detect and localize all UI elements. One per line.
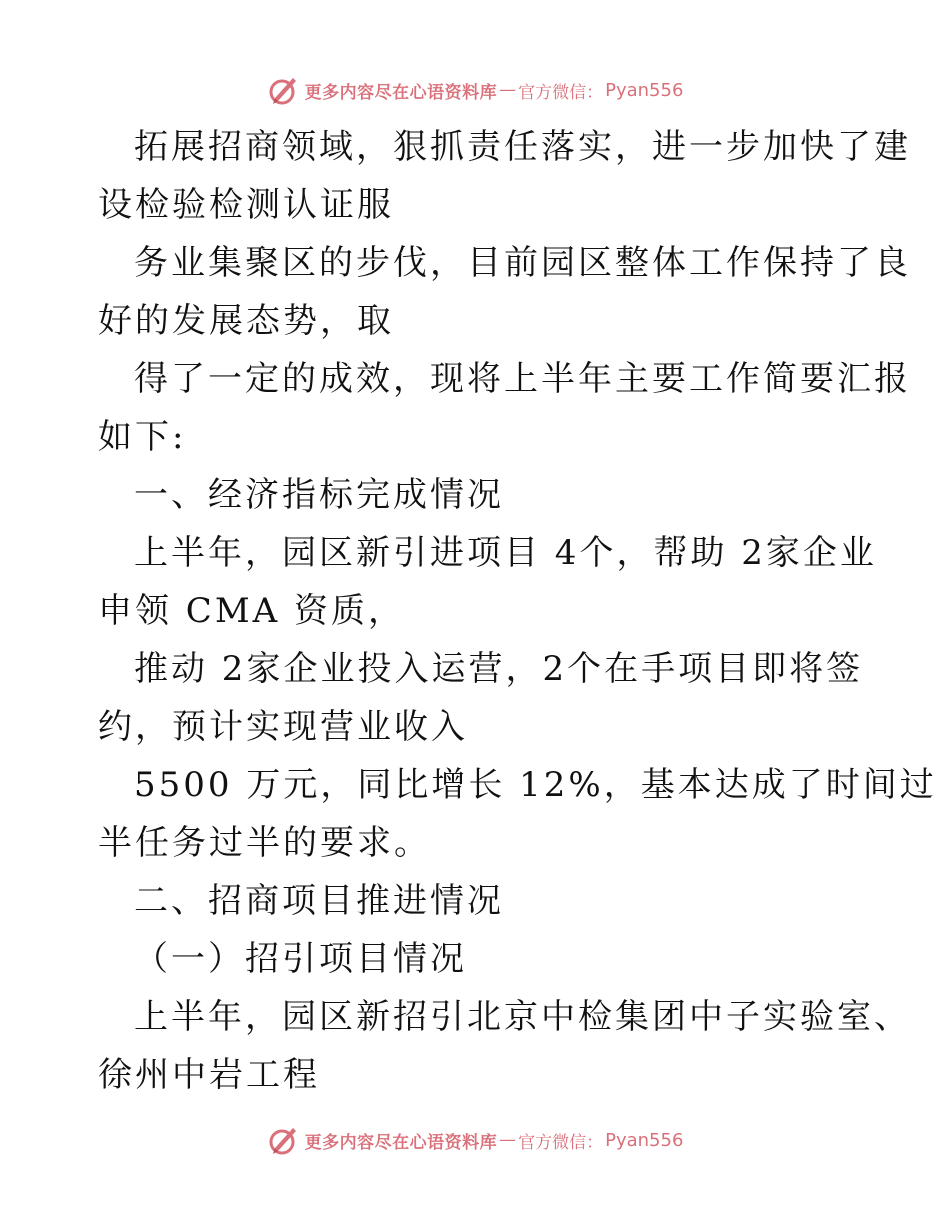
document-body [98, 118, 937, 1104]
body-line: 约，预计实现营业收入 [98, 707, 468, 747]
body-line: 上半年，园区新招引北京中检集团中子实验室、 [134, 997, 911, 1037]
body-line: 上半年，园区新引进项目 4个，帮助 2家企业 [134, 533, 877, 573]
body-line: 务业集聚区的步伐，目前园区整体工作保持了良 [134, 243, 911, 283]
header-dash: — [499, 80, 517, 100]
body-line: 申领 CMA 资质， [98, 591, 405, 631]
body-line: 徐州中岩工程 [98, 1055, 320, 1095]
subsection-heading: （一）招引项目情况 [134, 939, 467, 979]
body-line: 好的发展态势，取 [98, 301, 394, 341]
footer-sub-text: 官方微信： [518, 1132, 604, 1153]
header-sub-text: 官方微信： [518, 82, 604, 103]
pen-logo-icon [267, 1123, 301, 1157]
body-line: 5500 万元，同比增长 12%，基本达成了时间过 [134, 765, 937, 805]
footer-wechat-id: Pyan556 [605, 1129, 684, 1151]
body-line: 得了一定的成效，现将上半年主要工作简要汇报 [134, 359, 911, 399]
body-line: 如下: [98, 417, 187, 457]
header-wechat-id: Pyan556 [605, 79, 684, 101]
body-line: 设检验检测认证服 [98, 185, 394, 225]
footer-dash: — [499, 1130, 517, 1150]
section-heading: 一、经济指标完成情况 [134, 475, 504, 515]
body-line: 推动 2家企业投入运营，2个在手项目即将签 [134, 649, 864, 689]
header-main-text: 更多内容尽在心语资料库 [304, 82, 498, 103]
body-line: 拓展招商领域，狠抓责任落实，进一步加快了建 [134, 127, 911, 167]
body-line: 半任务过半的要求。 [98, 823, 431, 863]
footer-banner [0, 1120, 950, 1160]
pen-logo-icon [267, 73, 301, 107]
header-banner [0, 70, 950, 110]
footer-main-text: 更多内容尽在心语资料库 [304, 1132, 498, 1153]
section-heading: 二、招商项目推进情况 [134, 881, 504, 921]
